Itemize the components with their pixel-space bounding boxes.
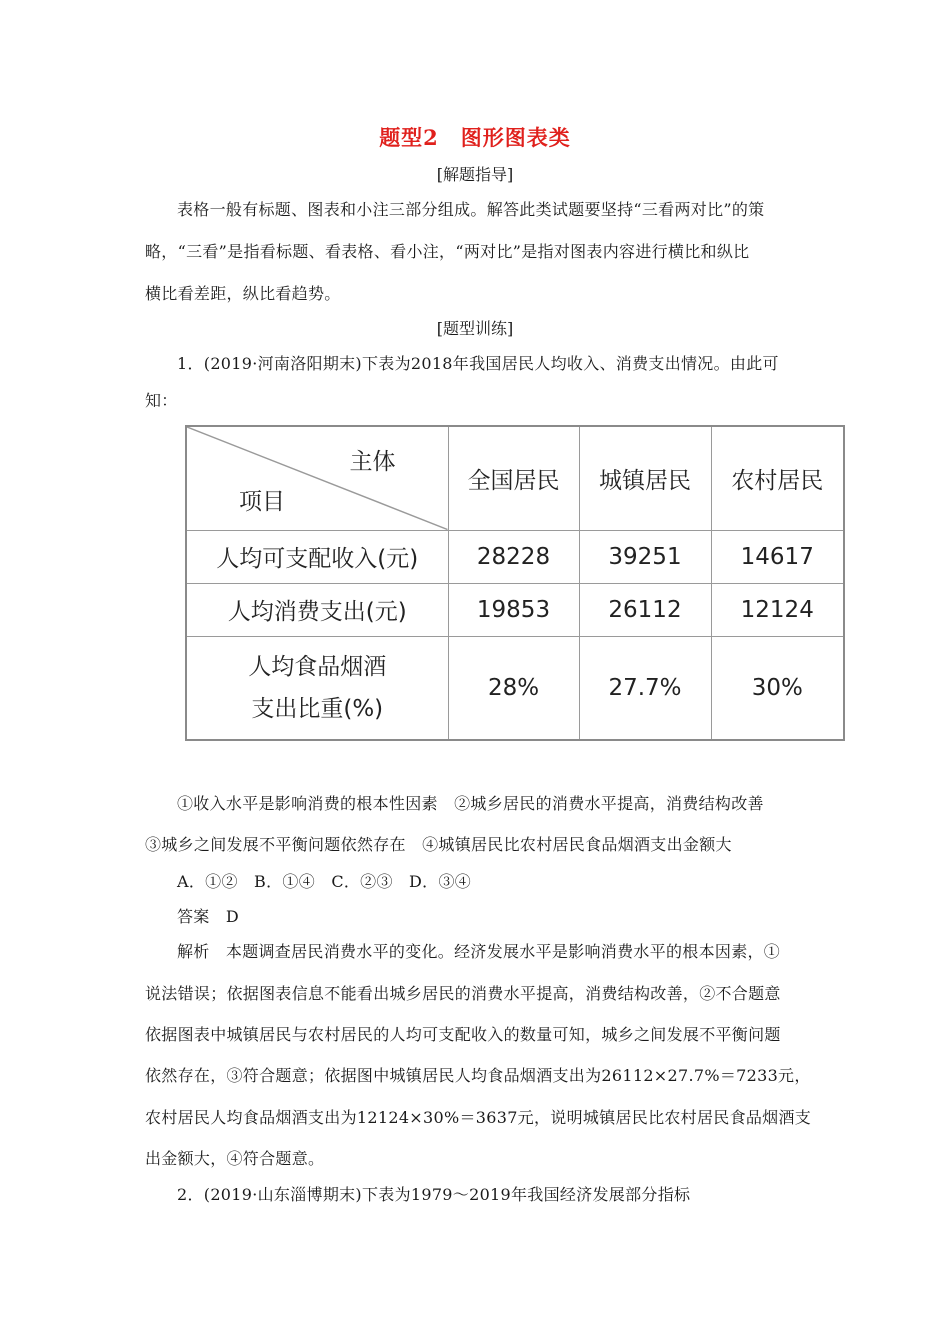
guide-line-3: 横比看差距，纵比看趋势。: [145, 284, 341, 303]
table-cell: 30%: [711, 636, 844, 740]
question-1-line-2: 知：: [145, 391, 178, 410]
table-row: [186, 583, 844, 636]
table-cell: 14617: [711, 530, 844, 583]
analysis-line-5: 农村居民人均食品烟酒支出为12124×30%＝3637元，说明城镇居民比农村居民食品烟酒支: [145, 1108, 812, 1127]
income-consumption-table: [185, 425, 845, 741]
guide-heading: [解题指导]: [436, 165, 514, 184]
analysis-line-4: 依然存在，③符合题意；依据图中城镇居民人均食品烟酒支出为26112×27.7%＝7233元，: [145, 1066, 811, 1085]
question-2: 2．(2019·山东淄博期末)下表为1979～2019年我国经济发展部分指标: [177, 1185, 691, 1204]
answer-choices: A．①② B．①④ C．②③ D．③④: [177, 872, 472, 891]
row-label-food-ratio-line-1: 人均食品烟酒: [248, 653, 387, 680]
row-label-food-ratio: [186, 636, 448, 740]
analysis-line-2: 说法错误；依据图表信息不能看出城乡居民的消费水平提高，消费结构改善，②不合题意: [145, 984, 781, 1003]
table-cell: 39251: [579, 530, 711, 583]
analysis-line-1: 解析 本题调查居民消费水平的变化。经济发展水平是影响消费水平的根本因素，①: [177, 942, 781, 961]
table-cell: 12124: [711, 583, 844, 636]
column-header-national: 全国居民: [448, 426, 579, 530]
table-cell: 26112: [579, 583, 711, 636]
table-corner-cell: [186, 426, 448, 530]
table-cell: 28228: [448, 530, 579, 583]
header-subject: 主体: [349, 449, 396, 475]
option-statements-line-1: ①收入水平是影响消费的根本性因素 ②城乡居民的消费水平提高，消费结构改善: [177, 794, 764, 813]
column-header-urban: 城镇居民: [579, 426, 711, 530]
training-heading: [题型训练]: [436, 319, 514, 338]
analysis-line-3: 依据图表中城镇居民与农村居民的人均可支配收入的数量可知，城乡之间发展不平衡问题: [145, 1025, 781, 1044]
diagonal-divider: [187, 427, 448, 530]
row-label-food-ratio-line-2: 支出比重(%): [251, 695, 384, 722]
option-statements-line-2: ③城乡之间发展不平衡问题依然存在 ④城镇居民比农村居民食品烟酒支出金额大: [145, 835, 732, 854]
table-row: [186, 530, 844, 583]
table-header-row: [186, 426, 844, 530]
table-cell: 27.7%: [579, 636, 711, 740]
question-1-line-1: 1．(2019·河南洛阳期末)下表为2018年我国居民人均收入、消费支出情况。由此可: [177, 354, 779, 373]
analysis-line-6: 出金额大，④符合题意。: [145, 1149, 325, 1168]
header-item: 项目: [239, 488, 285, 515]
guide-line-2: 略，“三看”是指看标题、看表格、看小注，“两对比”是指对图表内容进行横比和纵比: [145, 242, 750, 261]
table-cell: 28%: [448, 636, 579, 740]
column-header-rural: 农村居民: [711, 426, 844, 530]
table-row: [186, 636, 844, 740]
row-label-income: 人均可支配收入(元): [186, 530, 448, 583]
table-cell: 19853: [448, 583, 579, 636]
row-label-consumption: 人均消费支出(元): [186, 583, 448, 636]
guide-line-1: 表格一般有标题、图表和小注三部分组成。解答此类试题要坚持“三看两对比”的策: [177, 200, 765, 219]
answer: 答案 D: [177, 907, 240, 926]
section-title: 题型2 图形图表类: [379, 125, 571, 150]
